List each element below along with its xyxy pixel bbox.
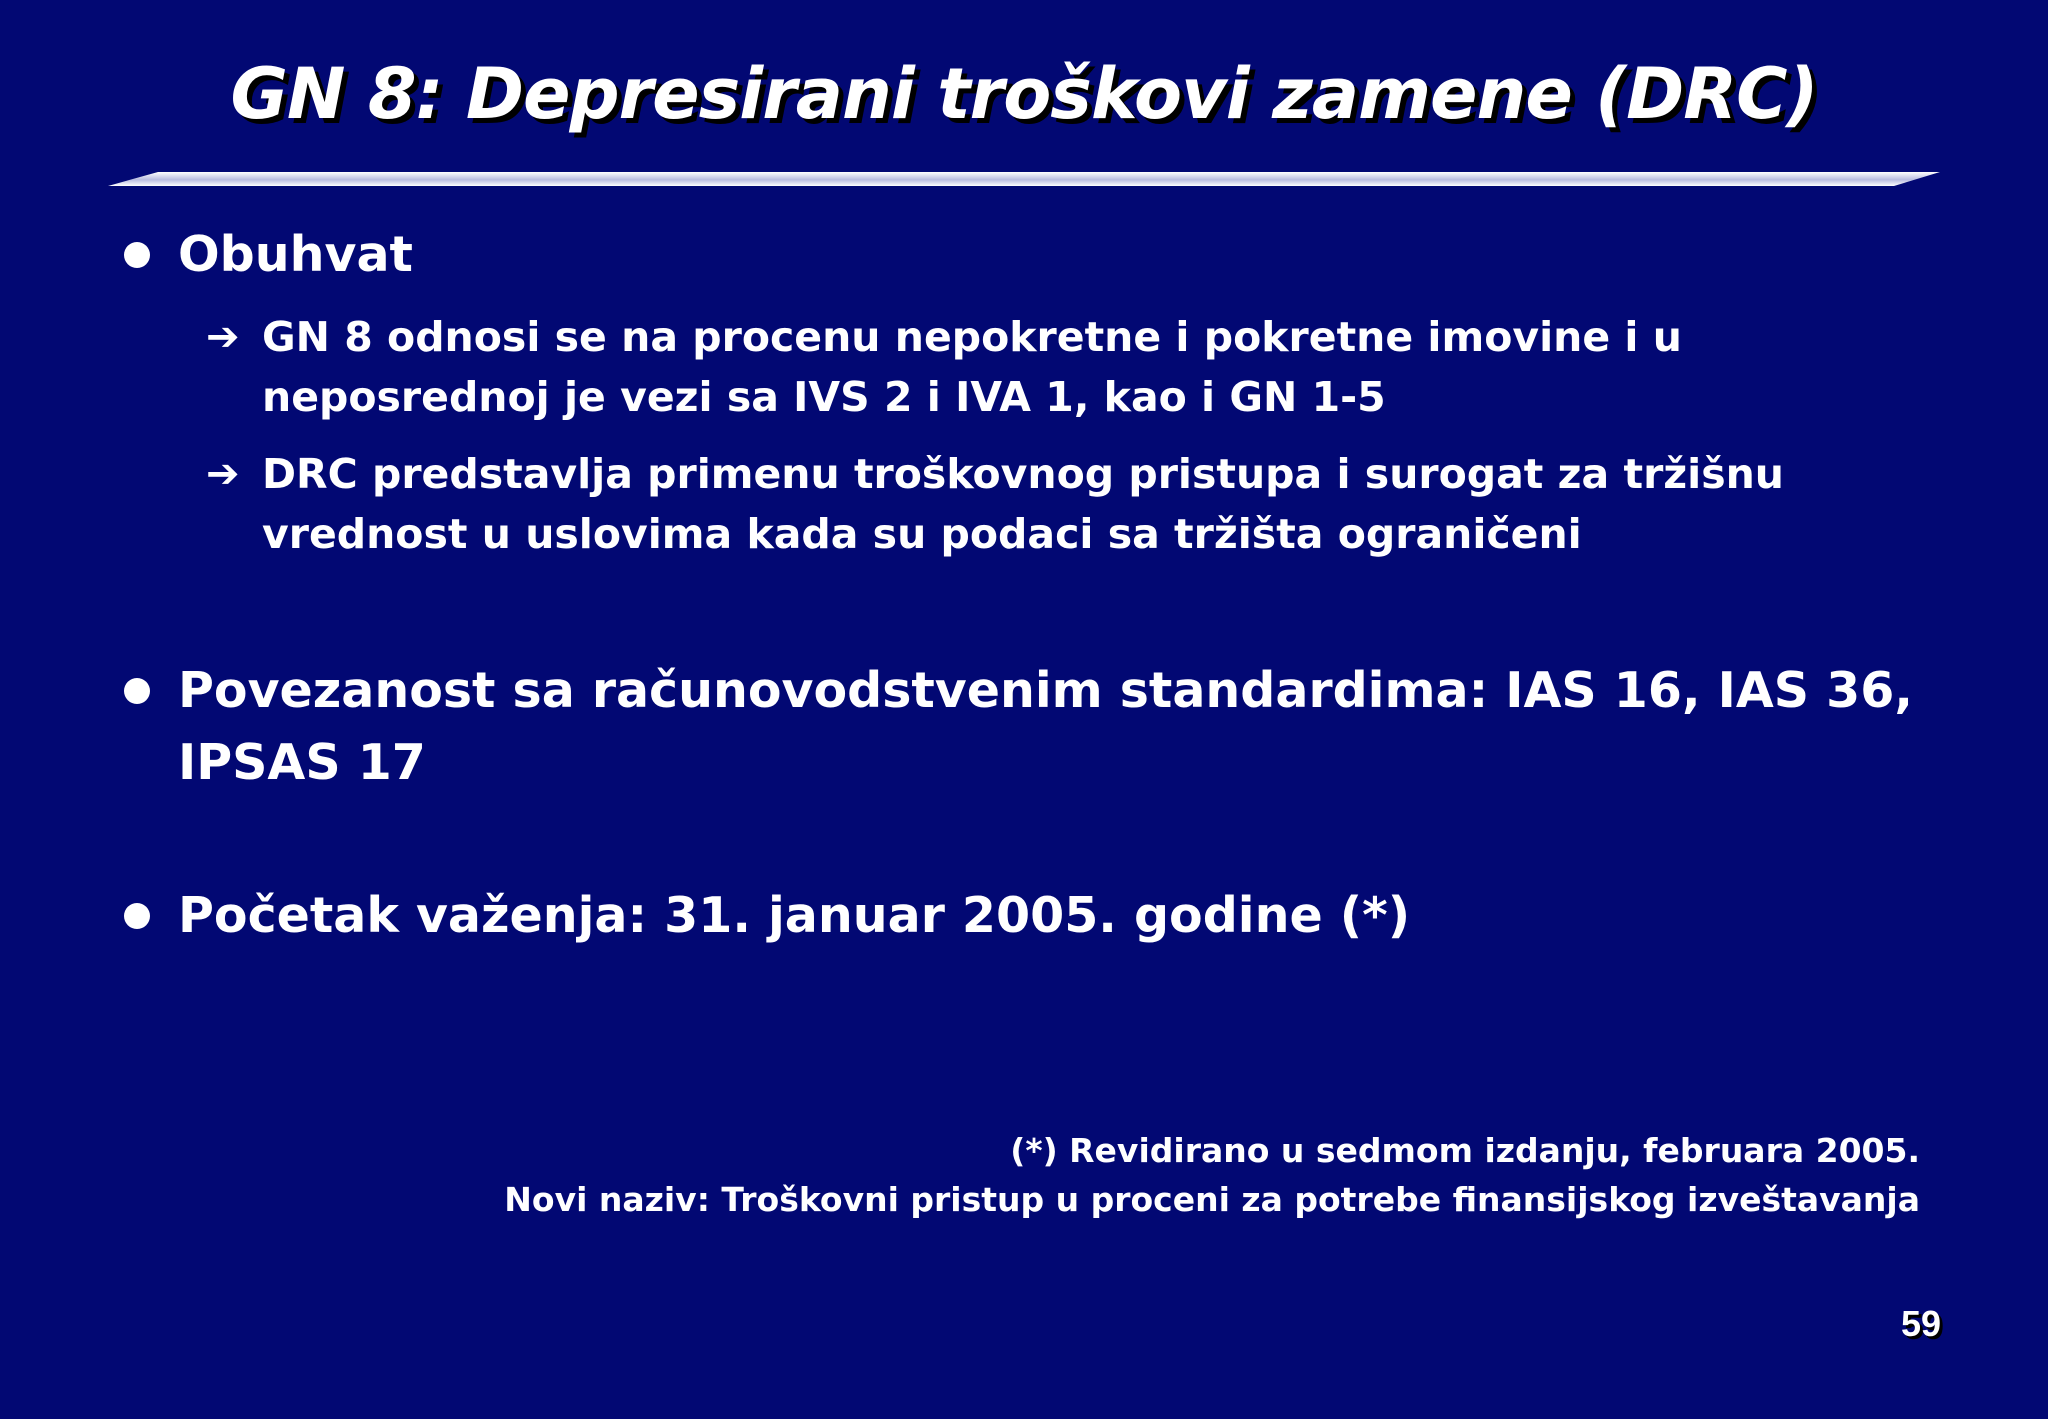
bullet-dot-icon bbox=[124, 242, 150, 268]
bullet-effective-date bbox=[124, 886, 1884, 946]
sub-bullet-text bbox=[262, 444, 1784, 564]
footnote bbox=[420, 1126, 1920, 1224]
right-arrow-icon: ➔ bbox=[206, 314, 240, 360]
bullet-text: Obuhvat bbox=[178, 226, 413, 283]
sub-bullet-line: vrednost u uslovima kada su podaci sa tržišta ograničeni bbox=[262, 510, 1582, 558]
bullet-dot-icon bbox=[124, 678, 150, 704]
bullet-standards bbox=[124, 655, 1913, 795]
footnote-line: Novi naziv: Troškovni pristup u proceni za potrebe finansijskog izveštavanja bbox=[504, 1180, 1920, 1219]
page-number: 59 bbox=[1900, 1303, 1941, 1344]
slide-title: GN 8: Depresirani troškovi zamene (DRC) bbox=[230, 53, 1818, 135]
bullet-obuhvat bbox=[124, 225, 1884, 285]
bullet-text: Početak važenja: 31. januar 2005. godine (*) bbox=[178, 887, 1411, 944]
sub-bullet-line: GN 8 odnosi se na procenu nepokretne i pokretne imovine i u bbox=[262, 313, 1682, 361]
bullet-line: IPSAS 17 bbox=[178, 734, 426, 791]
bullet-dot-icon bbox=[124, 903, 150, 929]
title-divider bbox=[108, 170, 1940, 188]
bullet-line: Povezanost sa računovodstvenim standardima: IAS 16, IAS 36, bbox=[178, 662, 1913, 719]
sub-bullet-line: neposrednoj je vezi sa IVS 2 i IVA 1, kao i GN 1-5 bbox=[262, 373, 1386, 421]
sub-bullet-text bbox=[262, 307, 1682, 427]
bullet-text bbox=[178, 655, 1913, 799]
sub-bullet-line: DRC predstavlja primenu troškovnog pristupa i surogat za tržišnu bbox=[262, 450, 1784, 498]
footnote-line: (*) Revidirano u sedmom izdanju, februara 2005. bbox=[1010, 1131, 1920, 1170]
sub-bullet-drc bbox=[206, 444, 1906, 564]
right-arrow-icon: ➔ bbox=[206, 451, 240, 497]
sub-bullet-scope bbox=[206, 307, 1906, 427]
